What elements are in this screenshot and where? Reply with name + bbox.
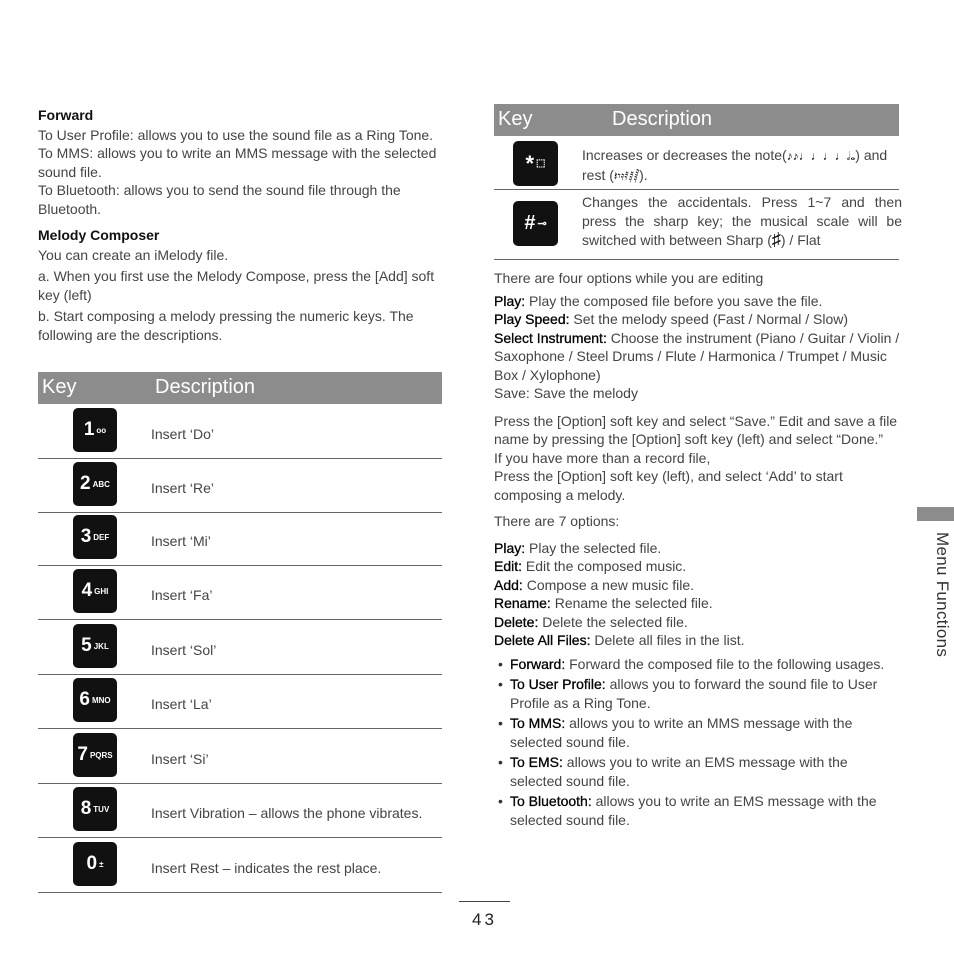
key-2-icon: 2 ABC — [73, 462, 117, 506]
header-description: Description — [612, 108, 713, 130]
option-item: Delete All Files: Delete all files in the list. — [494, 632, 745, 648]
key-row-7 — [38, 729, 442, 784]
bullet-item: • Forward: Forward the composed file to the following usages. — [494, 655, 902, 674]
rests-glyphs: 𝄽𝄾𝄿𝅀𝅁𝅂 — [613, 168, 640, 183]
key-row-1 — [38, 404, 442, 459]
option-item: Play: Play the composed file before you save the file. — [494, 292, 823, 309]
option-item: Play Speed: Set the melody speed (Fast / Normal / Slow) — [494, 311, 849, 327]
key-row-text: Insert ‘Si’ — [151, 751, 209, 767]
key-0-icon: 0 ± — [73, 842, 117, 886]
option-item: Rename: Rename the selected file. — [494, 595, 713, 611]
key-3-icon: 3 DEF — [73, 515, 117, 559]
right-body — [494, 269, 902, 831]
save-instruction: Press the [Option] soft key (left), and select ‘Add’ to start composing a melody. — [494, 468, 843, 503]
bullet-item: • To MMS: allows you to write an MMS message with the selected sound file. — [494, 714, 902, 751]
option-item: Play: Play the selected file. — [494, 539, 662, 556]
sharp-glyph: ♯ — [771, 229, 781, 249]
forward-line: To User Profile: allows you to use the sound file as a Ring Tone. — [38, 126, 434, 143]
key-row-8 — [38, 783, 442, 838]
option-item: Edit: Edit the composed music. — [494, 558, 687, 574]
hash-key-description: Changes the accidentals. Press 1~7 and then press the sharp key; the musical scale will be switched with between Sharp (♯) / Flat — [582, 194, 902, 249]
key-row-2 — [38, 458, 442, 513]
forward-line: To Bluetooth: allows you to send the sound file through the Bluetooth. — [38, 182, 401, 217]
key-4-icon: 4 GHI — [73, 569, 117, 613]
page-number-rule — [459, 901, 510, 902]
bullet-item: • To Bluetooth: allows you to write an EMS message with the selected sound file. — [494, 792, 902, 829]
header-description: Description — [155, 376, 256, 398]
seven-options — [494, 539, 902, 650]
option-item: Select Instrument: Choose the instrument (Piano / Guitar / Violin / Saxophone / Steel Drums / Flute / Harmonica / Trumpet / Music Box / Xylophone) — [494, 329, 900, 383]
key-row-text: Insert Rest – indicates the rest place. — [151, 860, 382, 876]
composer-step-a: a. When you first use the Melody Compose, press the [Add] soft key (left) — [38, 268, 435, 303]
key-6-icon: 6 MNO — [73, 678, 117, 722]
hash-key-icon: # ⊸ — [513, 201, 558, 246]
header-key: Key — [498, 108, 533, 130]
bullet-item: • To EMS: allows you to write an EMS message with the selected sound file. — [494, 753, 902, 790]
composer-step-b: b. Start composing a melody pressing the numeric keys. The following are the descriptions. — [38, 308, 414, 343]
side-tab-label: Menu Functions — [933, 532, 952, 658]
composer-intro: You can create an iMelody file. — [38, 246, 229, 263]
forward-heading: Forward — [38, 107, 94, 123]
key-5-icon: 5 JKL — [73, 624, 117, 668]
right-table-header — [494, 104, 899, 136]
key-row-6 — [38, 674, 442, 729]
save-instruction: If you have more than a record file, — [494, 449, 711, 466]
key-row-text: Insert ‘Re’ — [151, 480, 215, 496]
key-7-icon: 7 PQRS — [73, 733, 117, 777]
key-row-3 — [38, 511, 442, 566]
key-row-text: Insert ‘Do’ — [151, 426, 215, 442]
star-key-description: Increases or decreases the note(♪♪♩♩♩♩𝅗𝅥𝅝) and rest (𝄽𝄾𝄿𝅀𝅁𝅂). — [582, 147, 888, 183]
star-key-icon: * ⬚ — [513, 141, 558, 186]
option-item: Add: Compose a new music file. — [494, 576, 694, 593]
key-8-icon: 8 TUV — [73, 787, 117, 831]
editing-intro: There are four options while you are editing — [494, 270, 764, 286]
key-row-text: Insert Vibration – allows the phone vibrates. — [151, 805, 423, 821]
key-row-text: Insert ‘Sol’ — [151, 642, 217, 658]
key-row-text: Insert ‘Mi’ — [151, 533, 211, 549]
save-line: Save: Save the melody — [494, 385, 638, 401]
left-intro — [38, 106, 450, 344]
editing-options — [494, 292, 902, 385]
key-row-4 — [38, 565, 442, 620]
save-instruction: Press the [Option] soft key and select “Save.” Edit and save a file name by pressing the [Option] soft key (left) and select “Done.” — [494, 412, 898, 447]
key-row-text: Insert ‘Fa’ — [151, 587, 213, 603]
notes-glyphs: ♪♪♩♩♩♩𝅗𝅥𝅝 — [786, 149, 856, 163]
forward-bullets — [494, 655, 902, 830]
side-tab-bar — [917, 507, 954, 521]
key-row-5 — [38, 620, 442, 675]
option-item: Delete: Delete the selected file. — [494, 613, 688, 630]
forward-line: To MMS: allows you to write an MMS message with the selected sound file. — [38, 145, 437, 180]
page-number: 43 — [472, 910, 497, 929]
bullet-item: • To User Profile: allows you to forward the sound file to User Profile as a Ring Tone. — [494, 675, 902, 712]
key-row-0 — [38, 838, 442, 893]
left-table-header — [38, 372, 442, 404]
key-1-icon: 1 oo — [73, 408, 117, 452]
seven-intro: There are 7 options: — [494, 513, 620, 529]
composer-heading: Melody Composer — [38, 227, 160, 243]
header-key: Key — [42, 376, 77, 398]
key-row-text: Insert ‘La’ — [151, 696, 212, 712]
